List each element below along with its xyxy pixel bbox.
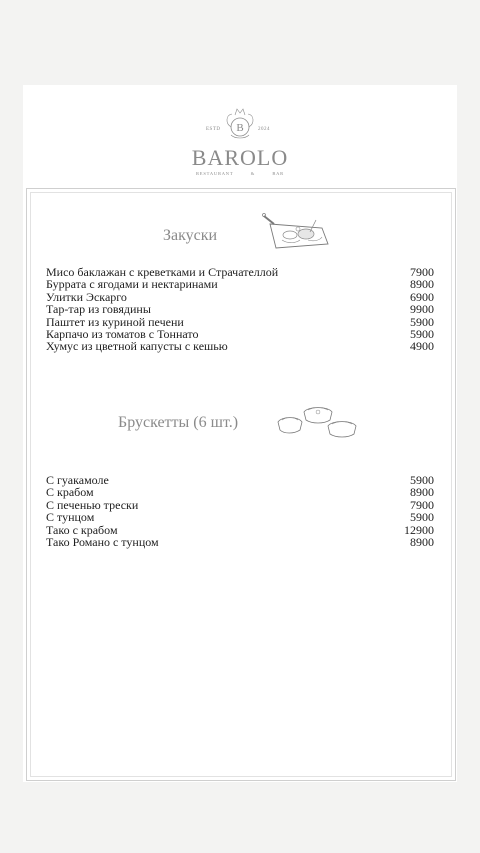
menu-item — [46, 278, 434, 290]
item-name: Улитки Эскарго — [46, 289, 127, 304]
item-name: С тунцом — [46, 510, 95, 525]
item-name: Мисо баклажан с креветками и Страчателлой — [46, 265, 279, 279]
item-price: 5900 — [410, 326, 434, 341]
tag-ampersand: & — [250, 171, 256, 176]
section-title-bruschetta: Брускетты (6 шт.) — [118, 414, 239, 431]
section-title-zakuski: Закуски — [163, 227, 218, 244]
item-name: Буррата с ягодами и нектаринами — [46, 277, 218, 292]
item-price: 5900 — [410, 473, 434, 487]
menu-item — [46, 303, 434, 315]
item-price: 5900 — [410, 510, 434, 525]
item-name: Тар-тар из говядины — [46, 302, 151, 317]
item-price: 4900 — [410, 339, 434, 354]
item-price: 6900 — [410, 289, 434, 304]
item-price: 8900 — [410, 534, 434, 549]
menu-list-zakuski — [46, 266, 434, 353]
menu-item — [46, 536, 434, 548]
food-board-icon — [262, 210, 332, 252]
item-name: Карпачо из томатов с Тоннато — [46, 326, 199, 341]
crest-letter: B — [236, 122, 244, 134]
estd-label: ESTD — [206, 127, 221, 132]
item-name: Хумус из цветной капусты с кешью — [46, 339, 228, 354]
item-name: Паштет из куриной печени — [46, 314, 184, 329]
item-price: 8900 — [410, 485, 434, 500]
item-name: С крабом — [46, 485, 94, 500]
item-price: 5900 — [410, 314, 434, 329]
menu-item — [46, 499, 434, 511]
item-price: 7900 — [410, 497, 434, 512]
item-price: 8900 — [410, 277, 434, 292]
item-name: Тако с крабом — [46, 522, 118, 537]
menu-list-bruschetta — [46, 474, 434, 548]
tag-bar: BAR — [272, 171, 284, 176]
menu-item — [46, 474, 434, 486]
menu-item — [46, 486, 434, 498]
menu-item — [46, 340, 434, 352]
item-name: Тако Романо с тунцом — [46, 534, 159, 549]
item-name: С гуакамоле — [46, 473, 109, 487]
item-price: 9900 — [410, 302, 434, 317]
menu-item — [46, 511, 434, 523]
brand-tagline — [190, 171, 290, 176]
item-price: 7900 — [410, 265, 434, 279]
brand-name: BAROLO — [191, 145, 289, 170]
bruschetta-icon — [276, 400, 360, 440]
tag-restaurant: RESTAURANT — [196, 171, 234, 176]
crest-icon — [217, 105, 263, 145]
item-price: 12900 — [404, 522, 434, 537]
year-label: 2024 — [258, 127, 270, 132]
item-name: С печенью трески — [46, 497, 139, 512]
barolo-logo — [190, 105, 290, 185]
